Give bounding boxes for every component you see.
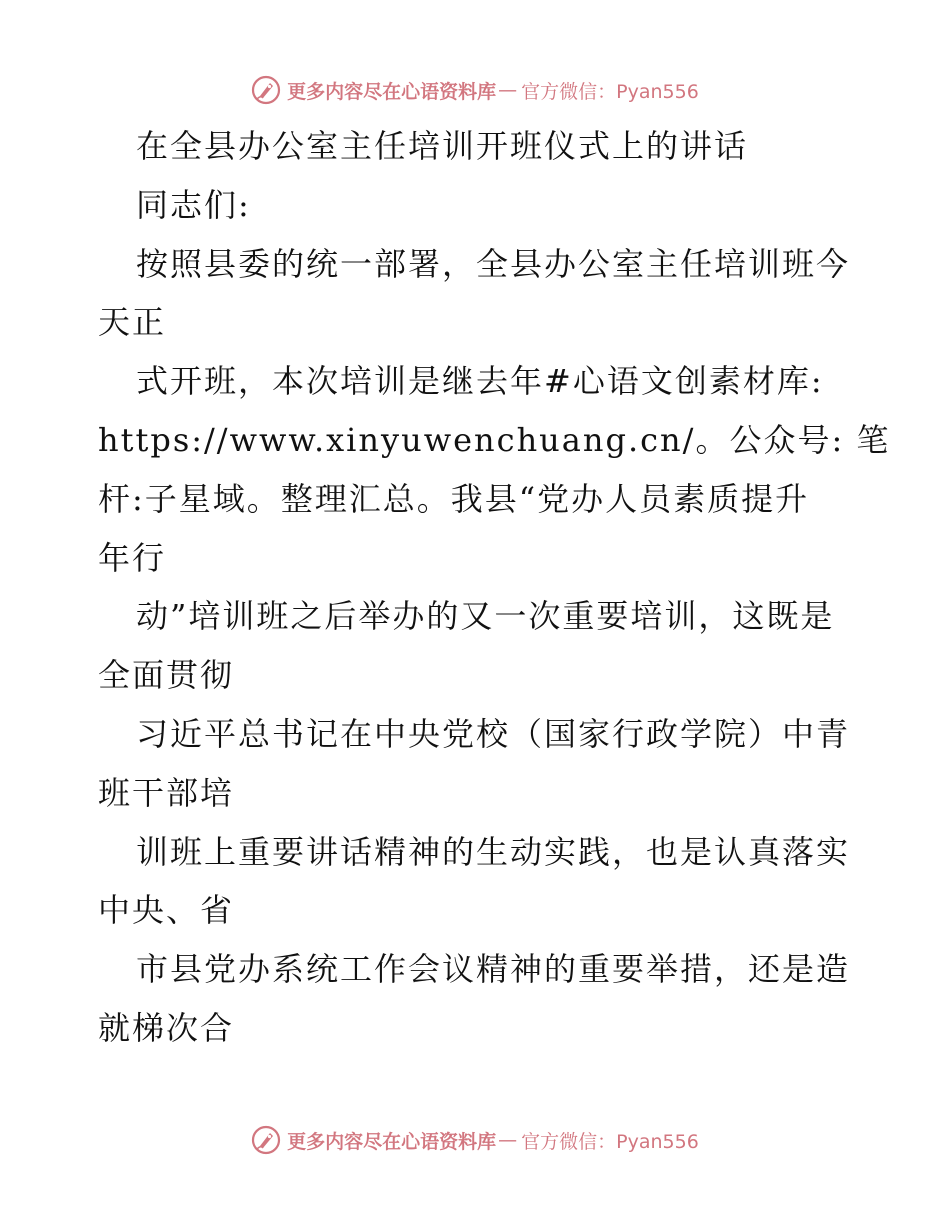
pen-nib-logo-icon — [251, 75, 281, 105]
text-line: 班干部培 — [98, 773, 235, 812]
text-line: 中央、省 — [98, 891, 235, 930]
document-title: 在全县办公室主任培训开班仪式上的讲话 — [136, 127, 749, 165]
text-line: 训班上重要讲话精神的生动实践，也是认真落实 — [136, 832, 851, 871]
text-line: 按照县委的统一部署，全县办公室主任培训班今 — [136, 244, 851, 283]
header-watermark — [0, 70, 950, 110]
document-paragraphs — [98, 235, 891, 1058]
text-line: 杆:子星域。整理汇总。我县“党办人员素质提升 — [98, 479, 810, 518]
text-line: 市县党办系统工作会议精神的重要举措，还是造 — [136, 950, 851, 989]
text-line: 年行 — [98, 538, 167, 577]
watermark-text: 更多内容尽在心语资料库 — [287, 1130, 497, 1153]
watermark-text: 更多内容尽在心语资料库 — [287, 80, 497, 103]
watermark-separator: — — [498, 79, 518, 101]
text-line: https://www.xinyuwenchuang.cn/。公众号: 笔 — [98, 420, 891, 459]
text-line: 动”培训班之后举办的又一次重要培训，这既是 — [136, 597, 835, 636]
text-line: 天正 — [98, 303, 167, 342]
text-line: 就梯次合 — [98, 1008, 235, 1047]
pen-nib-logo-icon — [251, 1125, 281, 1155]
document-greeting: 同志们: — [136, 185, 251, 224]
document-body — [98, 117, 891, 1058]
footer-watermark — [0, 1120, 950, 1160]
watermark-separator: — — [498, 1129, 518, 1151]
watermark-wechat: 官方微信：Pyan556 — [521, 80, 699, 103]
text-line: 式开班，本次培训是继去年#心语文创素材库: — [136, 362, 824, 401]
watermark-wechat: 官方微信：Pyan556 — [521, 1130, 699, 1153]
text-line: 习近平总书记在中央党校（国家行政学院）中青 — [136, 714, 851, 753]
text-line: 全面贯彻 — [98, 656, 235, 695]
